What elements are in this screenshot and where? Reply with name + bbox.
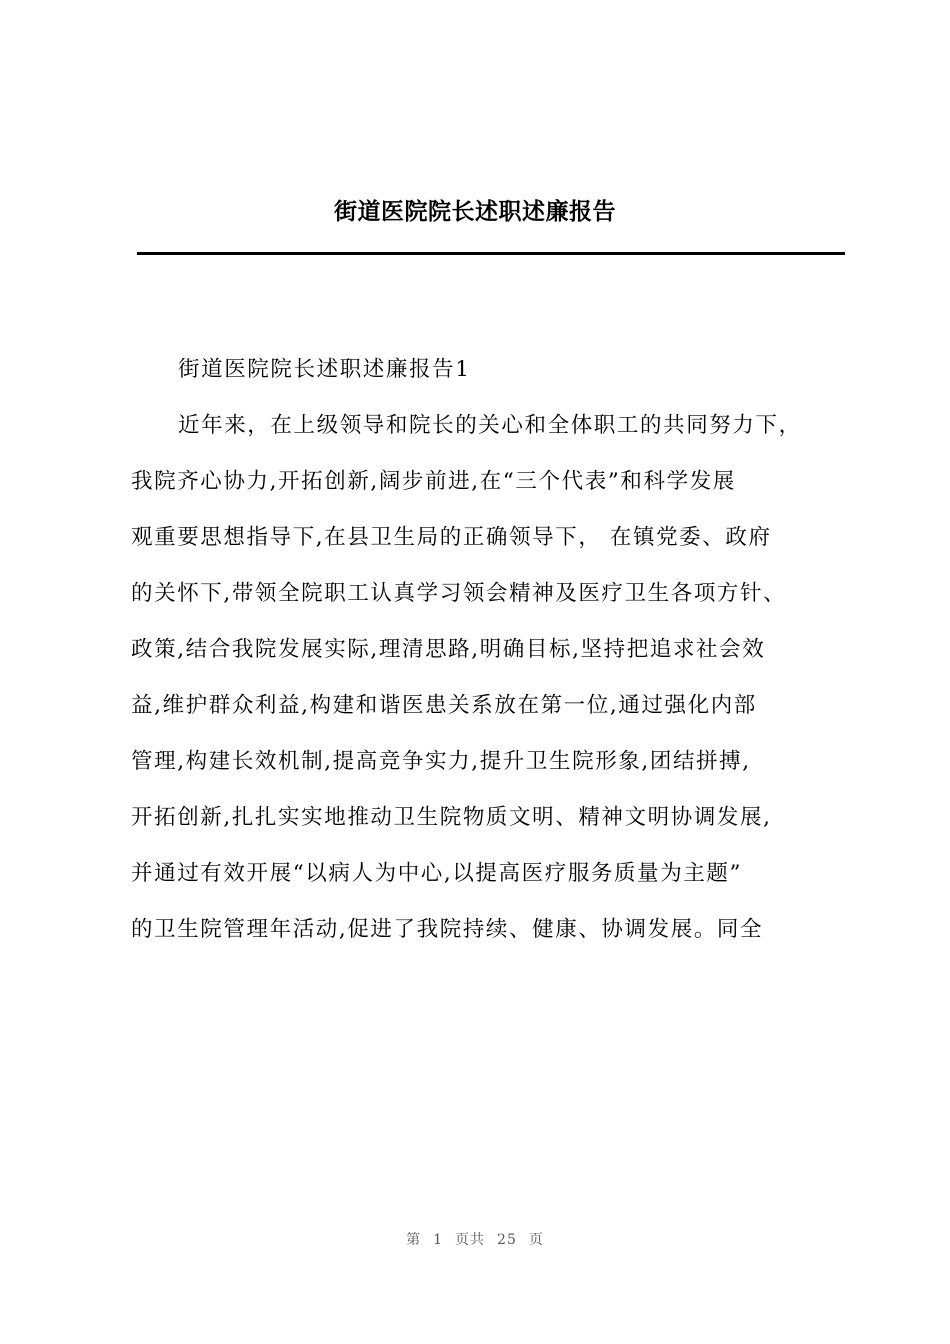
body-line: 管理,构建长效机制,提高竞争实力,提升卫生院形象,团结拼搏, (131, 749, 751, 774)
body-line: 并通过有效开展“以病人为中心,以提高医疗服务质量为主题” (131, 861, 743, 886)
body-line: 近年来，在上级领导和院长的关心和全体职工的共同努力下， (178, 413, 802, 438)
body-line: 开拓创新,扎扎实实地推动卫生院物质文明、精神文明协调发展, (131, 805, 772, 830)
body-line: 的关怀下,带领全院职工认真学习领会精神及医疗卫生各项方针、 (131, 581, 787, 606)
page-footer (0, 1229, 950, 1249)
body-line: 我院齐心协力,开拓创新,阔步前进,在“三个代表”和科学发展 (131, 469, 736, 494)
footer-total-pages: 25 (497, 1232, 517, 1248)
page-title: 街道医院院长述职述廉报告 (334, 198, 616, 225)
footer-page-number: 1 (433, 1232, 444, 1248)
body-line: 的卫生院管理年活动,促进了我院持续、健康、协调发展。同全 (131, 917, 764, 942)
body-line: 益,维护群众利益,构建和谐医患关系放在第一位,通过强化内部 (131, 693, 757, 718)
title-divider (137, 252, 845, 255)
footer-page-suffix: 页 (528, 1232, 544, 1248)
body-line: 观重要思想指导下,在县卫生局的正确领导下， 在镇党委、政府 (131, 525, 772, 550)
footer-of-label: 页共 (455, 1232, 486, 1248)
footer-page-label: 第 (406, 1232, 422, 1248)
document-body (131, 345, 855, 961)
body-line: 政策,结合我院发展实际,理清思路,明确目标,坚持把追求社会效 (131, 637, 766, 662)
section-heading: 街道医院院长述职述廉报告1 (178, 357, 471, 382)
